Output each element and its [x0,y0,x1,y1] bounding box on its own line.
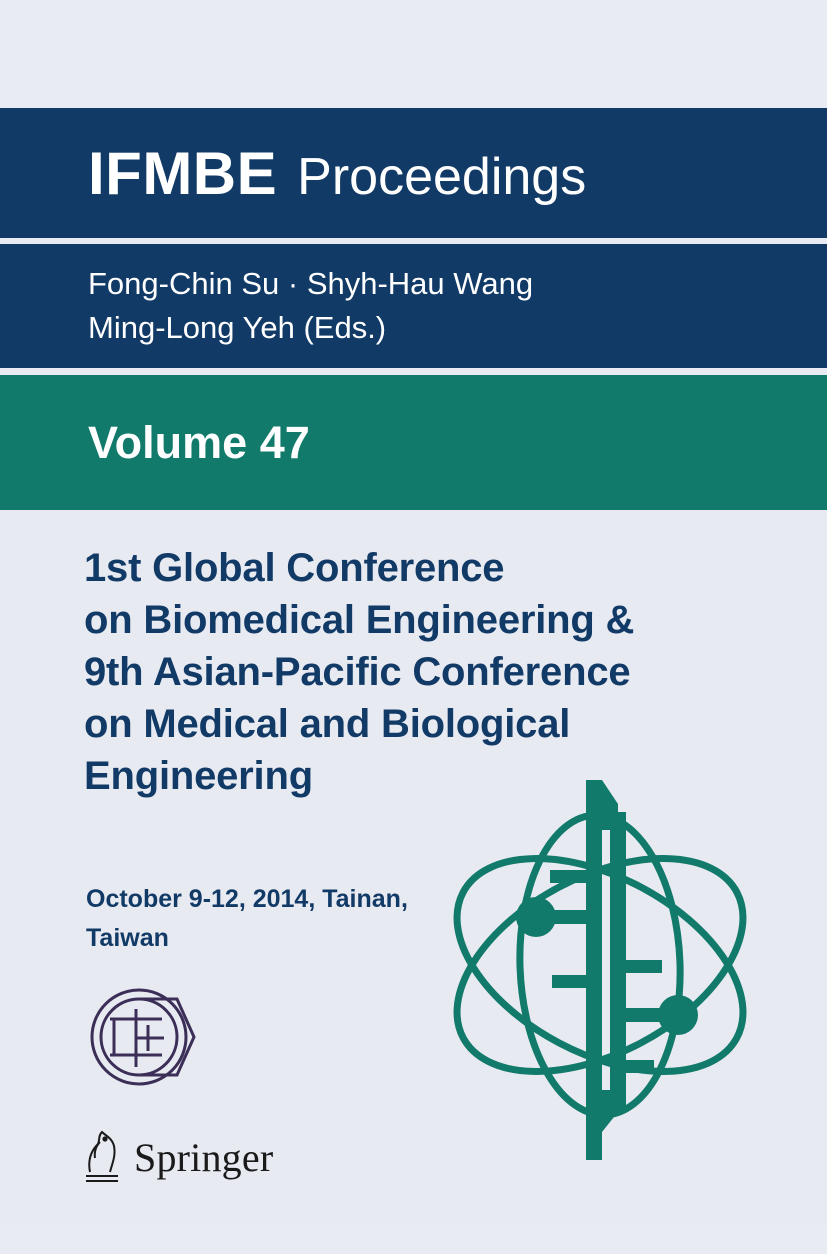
caduceus-atom-artwork-icon [400,760,800,1180]
volume-band [0,375,827,510]
conference-date-location [86,880,486,958]
top-margin-strip [0,0,827,108]
band-separator-2 [0,368,827,375]
title-line-5: Engineering [84,754,313,798]
volume-label: Volume 47 [88,416,310,468]
title-line-1: 1st Global Conference [84,546,505,590]
ifmbe-roundel-icon [84,985,204,1090]
masthead-inner [0,139,586,208]
publisher-name: Springer [134,1135,274,1180]
title-line-3: 9th Asian-Pacific Conference [84,650,631,694]
series-name: Proceedings [297,147,587,206]
subtitle-line-1: October 9-12, 2014, Tainan, [86,885,408,913]
title-line-4: on Medical and Biological [84,702,571,746]
bottom-margin-strip [0,1224,827,1254]
editors-line-1: Fong-Chin Su · Shyh-Hau Wang [88,265,534,301]
springer-knight-icon [80,1126,124,1189]
editors-band [0,244,827,368]
series-masthead-band [0,108,827,238]
editors-line-2: Ming-Long Yeh (Eds.) [88,310,387,345]
book-title [84,542,724,802]
title-line-2: on Biomedical Engineering & [84,598,635,642]
publisher-logo [80,1126,273,1189]
series-brand: IFMBE [88,139,278,207]
subtitle-line-2: Taiwan [86,923,169,952]
